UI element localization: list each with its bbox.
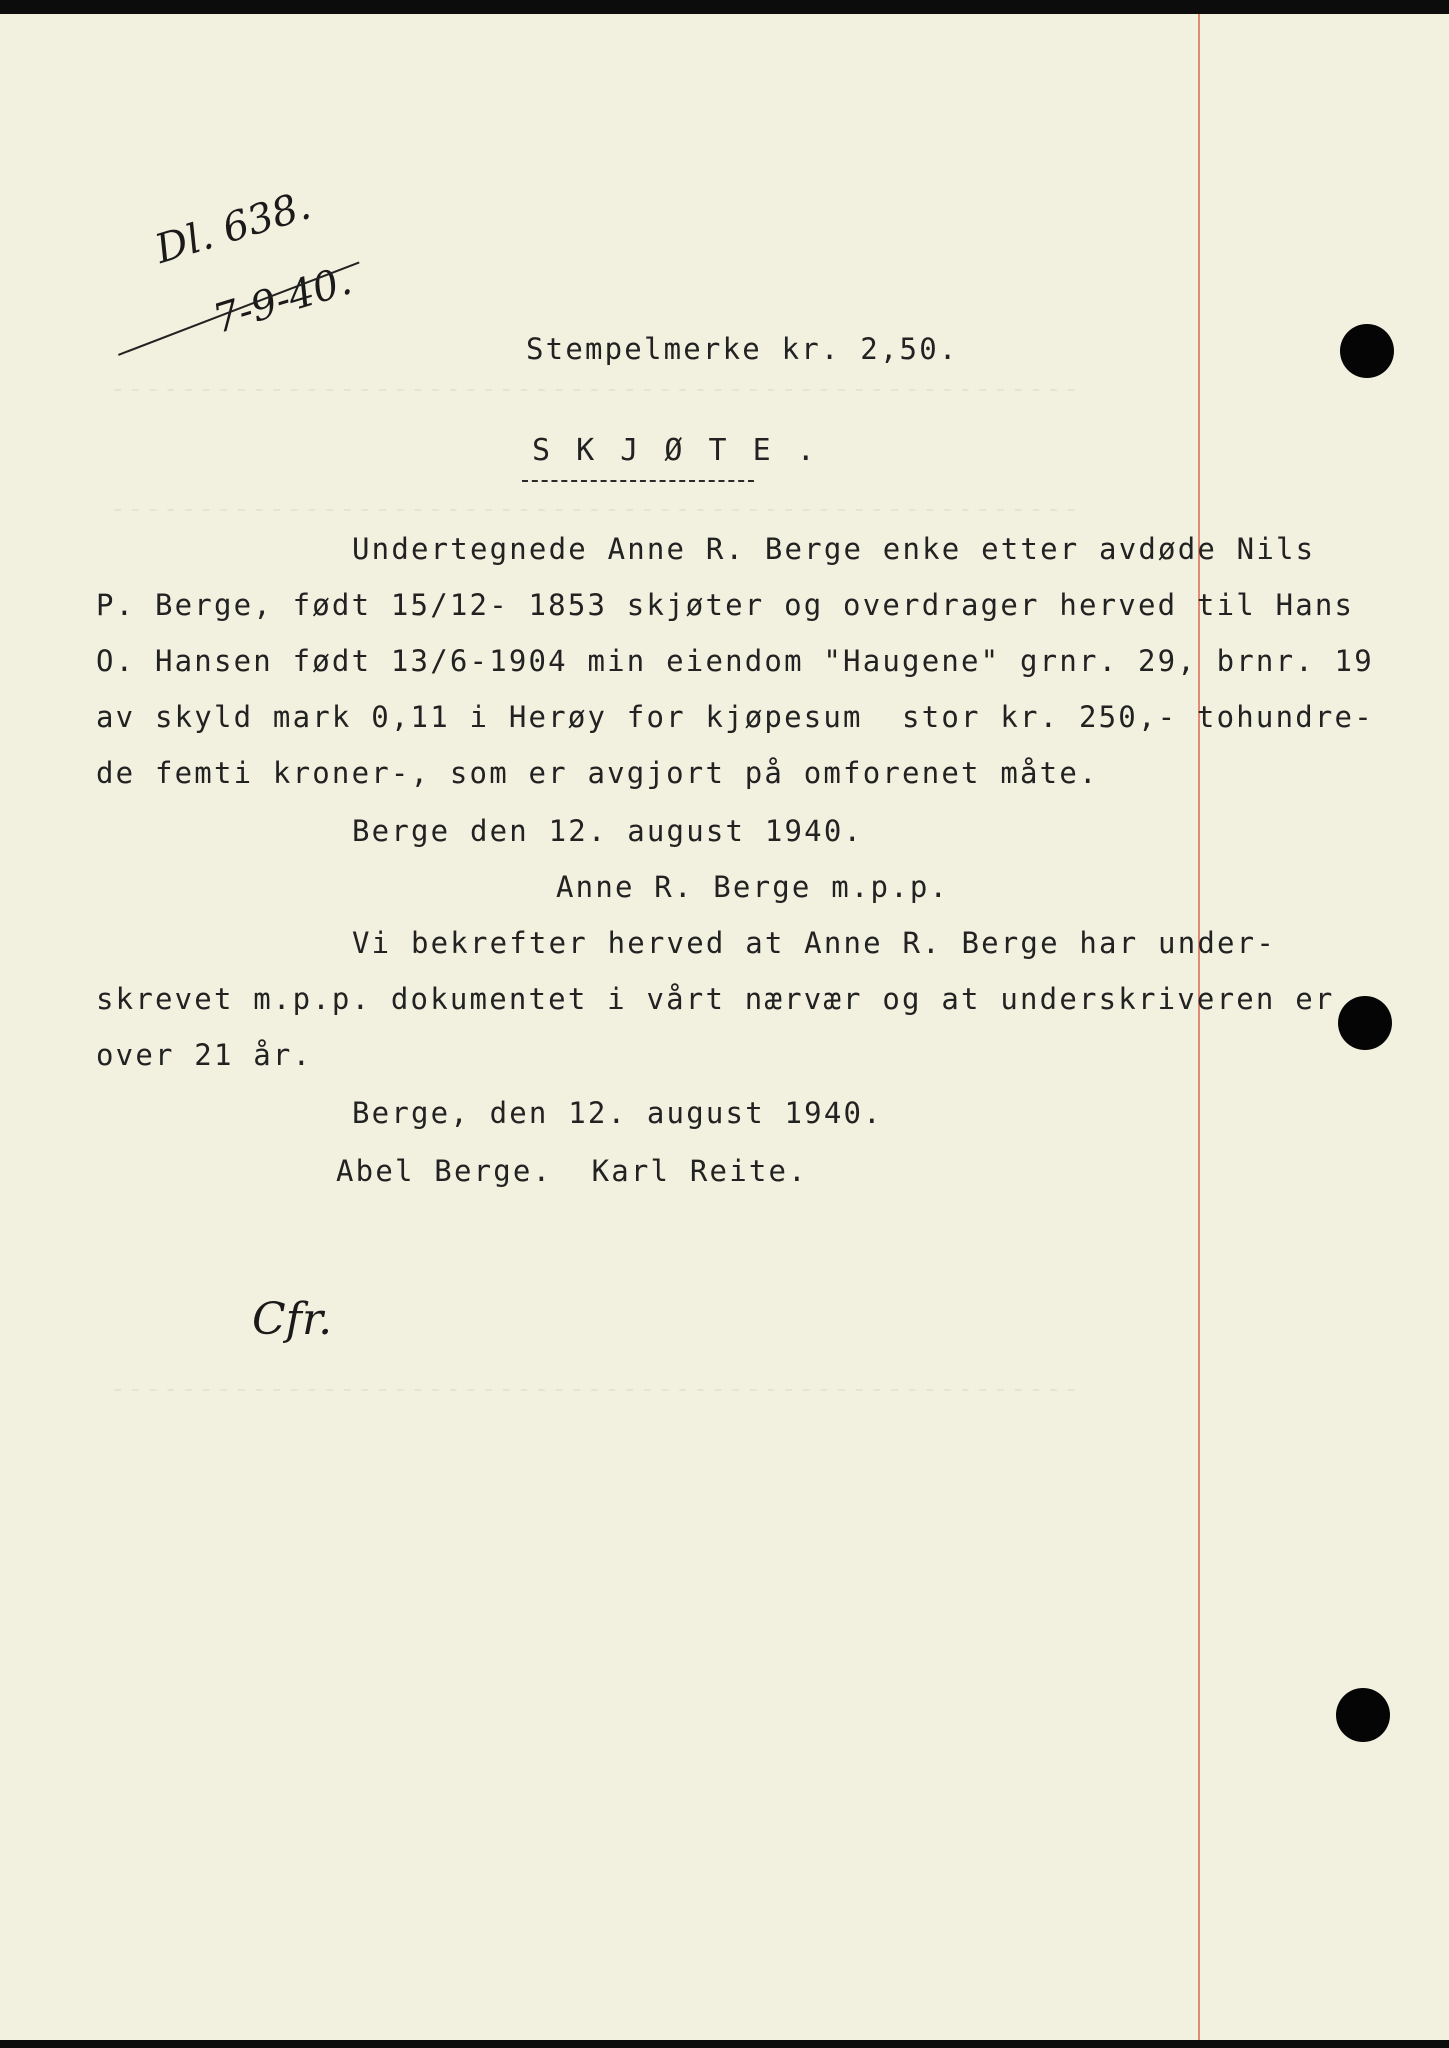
body-line: P. Berge, født 15/12- 1853 skjøter og overdrager herved til Hans (96, 588, 1355, 622)
handwritten-initials: Cfr. (252, 1294, 333, 1345)
title-underline (522, 480, 754, 482)
place-date: Berge, den 12. august 1940. (352, 1096, 883, 1130)
body-line: Undertegnede Anne R. Berge enke etter avdøde Nils (352, 532, 1316, 566)
bleed-through-texture: ------------------------------------------------------- (110, 494, 1081, 524)
witness-line: skrevet m.p.p. dokumentet i vårt nærvær og at underskriveren er (96, 982, 1335, 1016)
body-line: de femti kroner-, som er avgjort på omforenet måte. (96, 756, 1099, 790)
witness-names: Abel Berge. Karl Reite. (336, 1154, 808, 1188)
body-line: O. Hansen født 13/6-1904 min eiendom "Haugene" grnr. 29, brnr. 19 (96, 644, 1374, 678)
place-date: Berge den 12. august 1940. (352, 814, 864, 848)
bleed-through-texture: ------------------------------------------------------- (110, 1374, 1081, 1404)
bleed-through-texture: ------------------------------------------------------- (110, 374, 1081, 404)
red-margin-line (1198, 14, 1200, 2040)
punch-hole (1340, 324, 1394, 378)
punch-hole (1336, 1688, 1390, 1742)
handwritten-reference-number: Dl. 638. (150, 182, 316, 273)
stamp-line: Stempelmerke kr. 2,50. (526, 332, 959, 366)
document-title: S K J Ø T E . (532, 433, 819, 468)
body-line: av skyld mark 0,11 i Herøy for kjøpesum stor kr. 250,- tohundre- (96, 700, 1374, 734)
punch-hole (1338, 996, 1392, 1050)
signature-line: Anne R. Berge m.p.p. (556, 870, 950, 904)
witness-line: over 21 år. (96, 1038, 313, 1072)
document-page (0, 14, 1449, 2040)
handwritten-reference-date: 7-9-40. (208, 257, 357, 343)
witness-line: Vi bekrefter herved at Anne R. Berge har under- (352, 926, 1276, 960)
